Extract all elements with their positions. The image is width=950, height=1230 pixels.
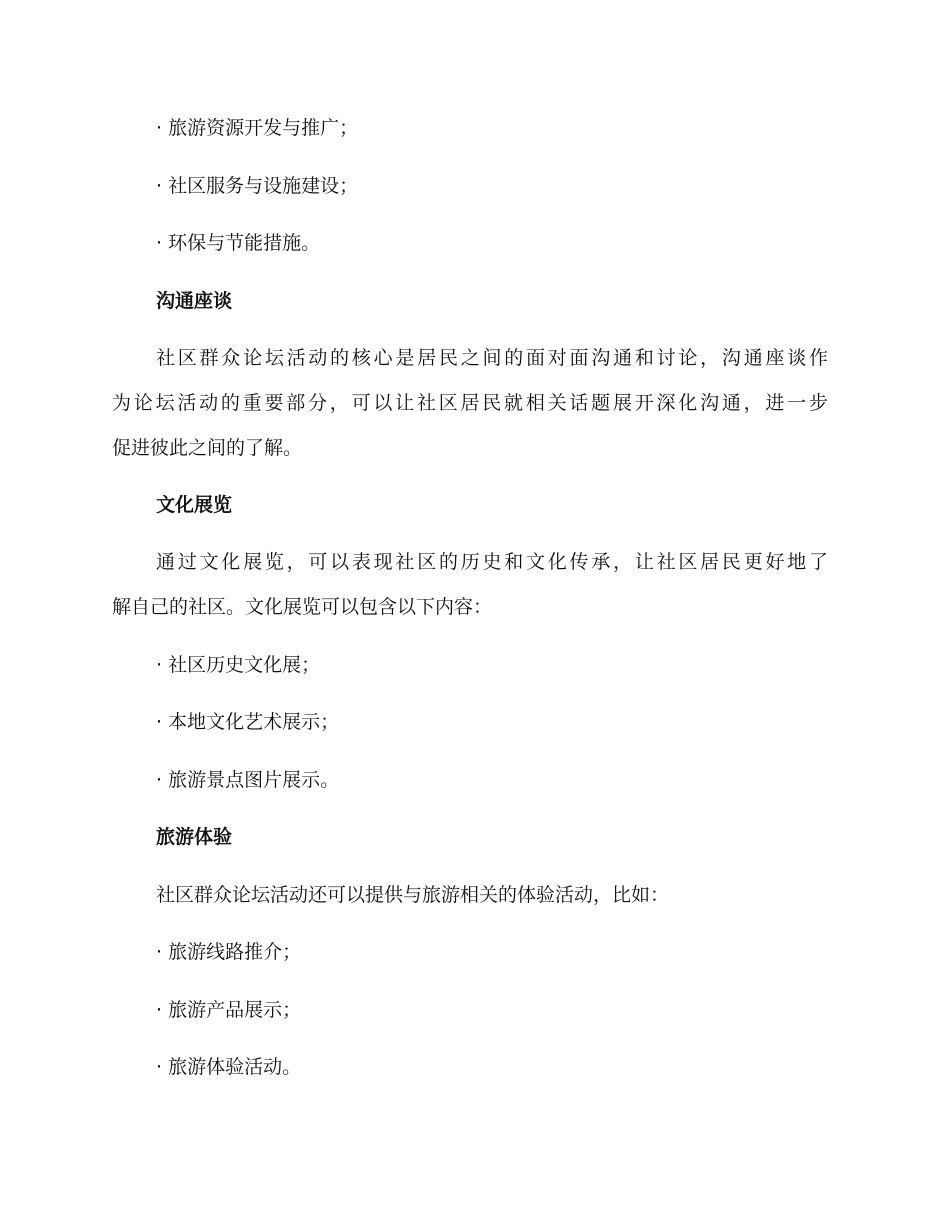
paragraph-line: 促进彼此之间的了解。	[112, 437, 303, 459]
list-item: · 本地文化艺术展示；	[156, 711, 340, 733]
list-item: · 旅游体验活动。	[156, 1056, 302, 1078]
section-heading-tourism: 旅游体验	[156, 826, 233, 848]
list-item: · 旅游线路推介；	[156, 941, 302, 963]
paragraph-line: 通过文化展览，可以表现社区的历史和文化传承，让社区居民更好地了	[156, 551, 828, 573]
list-item: · 环保与节能措施。	[156, 232, 321, 254]
list-item: · 社区服务与设施建设；	[156, 175, 359, 197]
paragraph-line: 社区群众论坛活动的核心是居民之间的面对面沟通和讨论，沟通座谈作	[156, 347, 828, 369]
list-item: · 社区历史文化展；	[156, 654, 321, 676]
list-item: · 旅游景点图片展示。	[156, 769, 340, 791]
list-item: · 旅游资源开发与推广；	[156, 117, 359, 139]
paragraph-line: 社区群众论坛活动还可以提供与旅游相关的体验活动，比如：	[156, 884, 670, 906]
paragraph-line: 解自己的社区。文化展览可以包含以下内容：	[112, 596, 493, 618]
paragraph-line: 为论坛活动的重要部分，可以让社区居民就相关话题展开深化沟通，进一步	[112, 392, 828, 414]
list-item: · 旅游产品展示；	[156, 999, 302, 1021]
section-heading-communication: 沟通座谈	[156, 290, 233, 312]
section-heading-culture: 文化展览	[156, 494, 233, 516]
